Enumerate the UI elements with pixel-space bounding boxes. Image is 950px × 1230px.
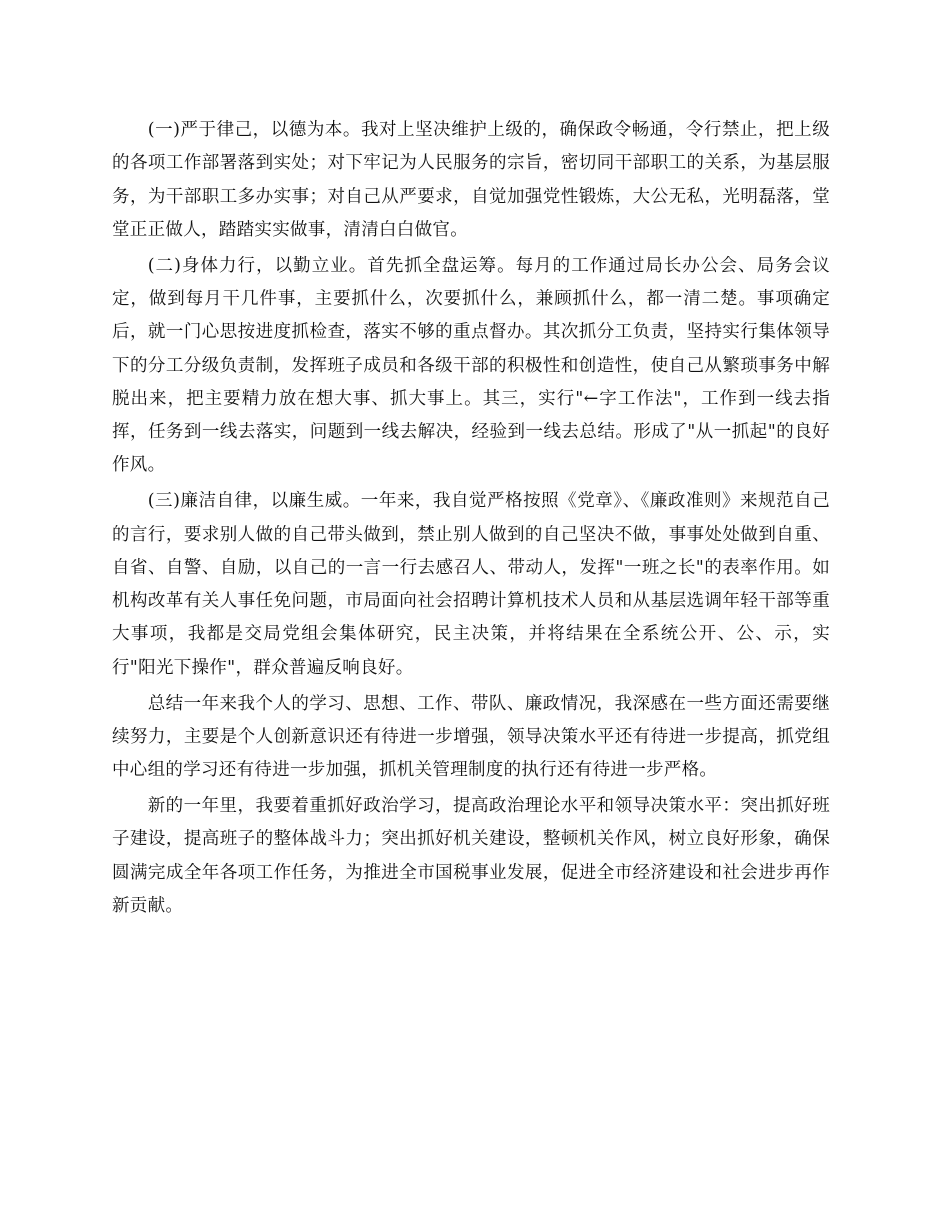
document-body (112, 114, 830, 926)
paragraph-summary: 总结一年来我个人的学习、思想、工作、带队、廉政情况，我深感在一些方面还需要继续努力，主要是个人创新意识还有待进一步增强，领导决策水平还有待进一步提高，抓党组中心组的学习还有待进一步加强，抓机关管理制度的执行还有待进一步严格。 (112, 693, 830, 781)
paragraph-integrity: (三)廉洁自律，以廉生威。一年来，我自觉严格按照《党章》、《廉政准则》来规范自己的言行，要求别人做的自己带头做到，禁止别人做到的自己坚决不做，事事处处做到自重、自省、自警、自励，以自己的一言一行去感召人、带动人，发挥"一班之长"的表率作用。如机构改革有关人事任免问题，市局面向社会招聘计算机技术人员和从基层选调年轻干部等重大事项，我都是交局党组会集体研究，民主决策，并将结果在全系统公开、公、示，实行"阳光下操作"，群众普遍反响良好。 (112, 491, 830, 678)
paragraph-diligence: (二)身体力行，以勤立业。首先抓全盘运筹。每月的工作通过局长办公会、局务会议定，做到每月干几件事，主要抓什么，次要抓什么，兼顾抓什么，都一清二楚。事项确定后，就一门心思按进度抓检查，落实不够的重点督办。其次抓分工负责，坚持实行集体领导下的分工分级负责制，发挥班子成员和各级干部的积极性和创造性，使自己从繁琐事务中解脱出来，把主要精力放在想大事、抓大事上。其三，实行"←字工作法"，工作到一线去指挥，任务到一线去落实，问题到一线去解决，经验到一线去总结。形成了"从一抓起"的良好作风。 (112, 255, 830, 476)
paragraph-discipline: (一)严于律己，以德为本。我对上坚决维护上级的，确保政令畅通，令行禁止，把上级的各项工作部署落到实处；对下牢记为人民服务的宗旨，密切同干部职工的关系，为基层服务，为干部职工多办实事；对自己从严要求，自觉加强党性锻炼，大公无私，光明磊落，堂堂正正做人，踏踏实实做事，清清白白做官。 (112, 120, 830, 240)
paragraph-new-year-plan: 新的一年里，我要着重抓好政治学习，提高政治理论水平和领导决策水平：突出抓好班子建设，提高班子的整体战斗力；突出抓好机关建设，整顿机关作风，树立良好形象，确保圆满完成全年各项工作任务，为推进全市国税事业发展，促进全市经济建设和社会进步再作新贡献。 (112, 795, 830, 916)
